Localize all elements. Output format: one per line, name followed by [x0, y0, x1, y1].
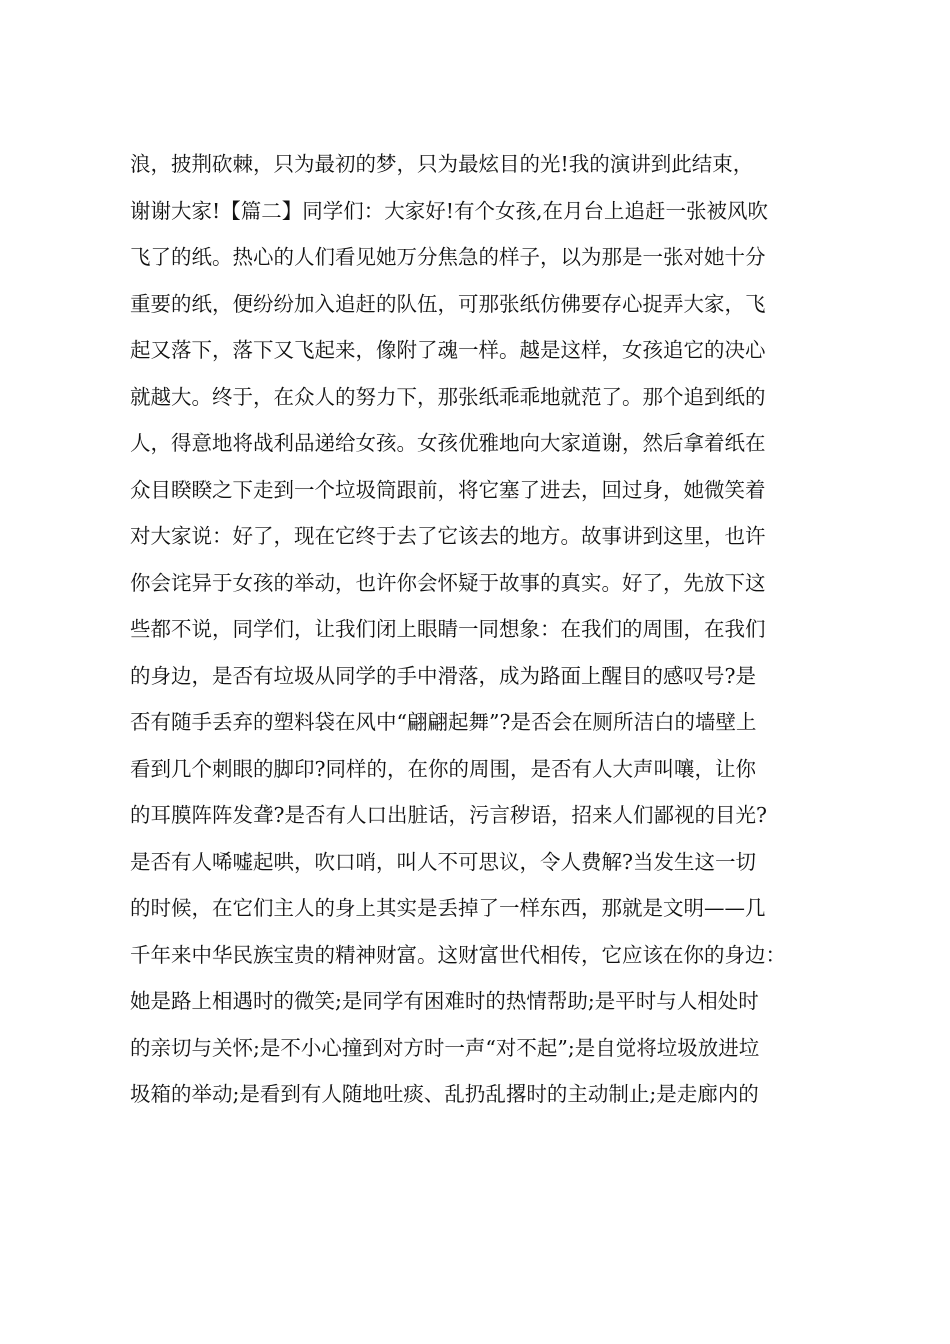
text-line: 的亲切与关怀;是不小心撞到对方时一声“对不起”;是自觉将垃圾放进垃 [130, 1035, 760, 1060]
text-line: 的身边，是否有垃圾从同学的手中滑落，成为路面上醒目的感叹号?是 [130, 663, 756, 688]
text-line: 的耳膜阵阵发聋?是否有人口出脏话，污言秽语，招来人们鄙视的目光? [130, 803, 767, 827]
text-line: 重要的纸，便纷纷加入追赶的队伍，可那张纸仿佛要存心捉弄大家，飞 [130, 291, 766, 316]
text-line: 飞了的纸。热心的人们看见她万分焦急的样子，以为那是一张对她十分 [130, 245, 766, 269]
text-line: 众目睽睽之下走到一个垃圾筒跟前，将它塞了进去，回过身，她微笑着 [130, 477, 766, 502]
text-line: 她是路上相遇时的微笑;是同学有困难时的热情帮助;是平时与人相处时 [130, 989, 759, 1013]
text-line: 否有随手丢弃的塑料袋在风中“翩翩起舞”?是否会在厕所洁白的墙壁上 [130, 710, 757, 734]
text-line: 起又落下，落下又飞起来，像附了魂一样。越是这样，女孩追它的决心 [130, 338, 766, 362]
text-line: 看到几个刺眼的脚印?同样的，在你的周围，是否有人大声叫嚷，让你 [130, 756, 756, 781]
text-line: 些都不说，同学们，让我们闭上眼睛一同想象：在我们的周围，在我们 [130, 617, 766, 641]
text-line: 对大家说：好了，现在它终于去了它该去的地方。故事讲到这里，也许 [130, 524, 766, 548]
text-line: 人，得意地将战利品递给女孩。女孩优雅地向大家道谢，然后拿着纸在 [130, 431, 766, 455]
text-line: 千年来中华民族宝贵的精神财富。这财富世代相传，它应该在你的身边： [130, 942, 786, 967]
text-line: 就越大。终于，在众人的努力下，那张纸乖乖地就范了。那个追到纸的 [130, 384, 766, 409]
text-line: 圾箱的举动;是看到有人随地吐痰、乱扔乱撂时的主动制止;是走廊内的 [130, 1082, 759, 1106]
text-line: 谢谢大家!【篇二】同学们：大家好!有个女孩,在月台上追赶一张被风吹 [130, 198, 768, 223]
text-line: 是否有人唏嘘起哄，吹口哨，叫人不可思议，令人费解?当发生这一切 [130, 849, 756, 874]
text-line: 的时候，在它们主人的身上其实是丢掉了一样东西，那就是文明——几 [130, 896, 766, 920]
text-line: 你会诧异于女孩的举动，也许你会怀疑于故事的真实。好了，先放下这 [130, 570, 766, 595]
body-text [130, 141, 830, 1118]
text-line: 浪，披荆砍棘，只为最初的梦，只为最炫目的光!我的演讲到此结束， [130, 152, 754, 176]
